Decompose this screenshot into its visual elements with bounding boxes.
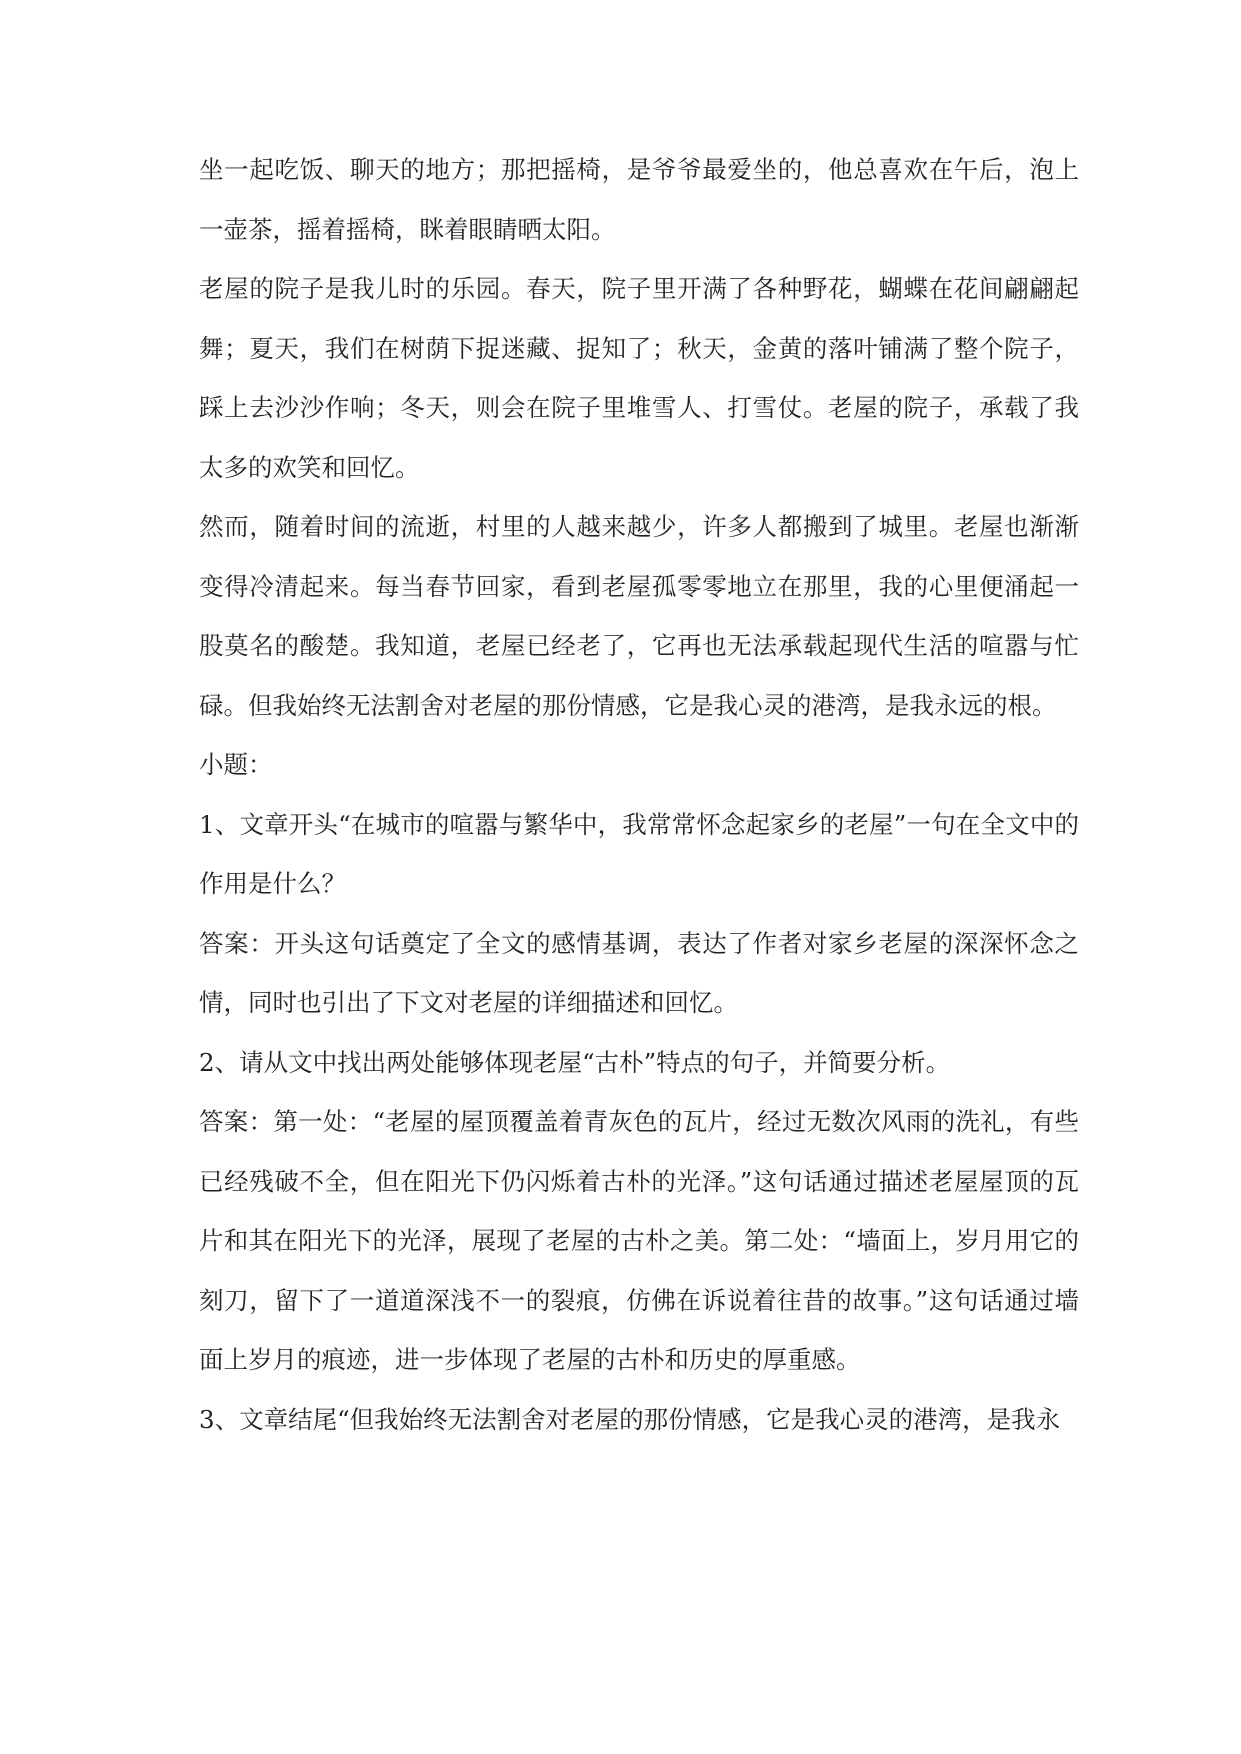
answer-1: 答案：开头这句话奠定了全文的感情基调，表达了作者对家乡老屋的深深怀念之情，同时也引出了下文对老屋的详细描述和回忆。 [199, 928, 1079, 1017]
paragraph-grandpa-chair: 坐一起吃饭、聊天的地方；那把摇椅，是爷爷最爱坐的，他总喜欢在午后，泡上一壶茶，摇着摇椅，眯着眼睛晒太阳。 [199, 155, 1079, 244]
paragraph-time-passing: 然而，随着时间的流逝，村里的人越来越少，许多人都搬到了城里。老屋也渐渐变得冷清起来。每当春节回家，看到老屋孤零零地立在那里，我的心里便涌起一股莫名的酸楚。我知道，老屋已经老了，它再也无法承载起现代生活的喧嚣与忙碌。但我始终无法割舍对老屋的那份情感，它是我心灵的港湾，是我永远的根。 [199, 512, 1079, 720]
answer-2: 答案：第一处：“老屋的屋顶覆盖着青灰色的瓦片，经过无数次风雨的洗礼，有些已经残破不全，但在阳光下仍闪烁着古朴的光泽。”这句话通过描述老屋屋顶的瓦片和其在阳光下的光泽，展现了老屋的古朴之美。第二处：“墙面上，岁月用它的刻刀，留下了一道道深浅不一的裂痕，仿佛在诉说着往昔的故事。”这句话通过墙面上岁月的痕迹，进一步体现了老屋的古朴和历史的厚重感。 [199, 1107, 1079, 1374]
questions-heading: 小题： [199, 750, 273, 779]
question-1: 1、文章开头“在城市的喧嚣与繁华中，我常常怀念起家乡的老屋”一句在全文中的作用是什么？ [199, 809, 1079, 898]
paragraph-courtyard: 老屋的院子是我儿时的乐园。春天，院子里开满了各种野花，蝴蝶在花间翩翩起舞；夏天，我们在树荫下捉迷藏、捉知了；秋天，金黄的落叶铺满了整个院子，踩上去沙沙作响；冬天，则会在院子里堆雪人、打雪仗。老屋的院子，承载了我太多的欢笑和回忆。 [199, 274, 1079, 482]
question-2: 2、请从文中找出两处能够体现老屋“古朴”特点的句子，并简要分析。 [199, 1047, 951, 1077]
article-body [199, 140, 1079, 1449]
question-3: 3、文章结尾“但我始终无法割舍对老屋的那份情感，它是我心灵的港湾，是我永 [199, 1404, 1061, 1434]
